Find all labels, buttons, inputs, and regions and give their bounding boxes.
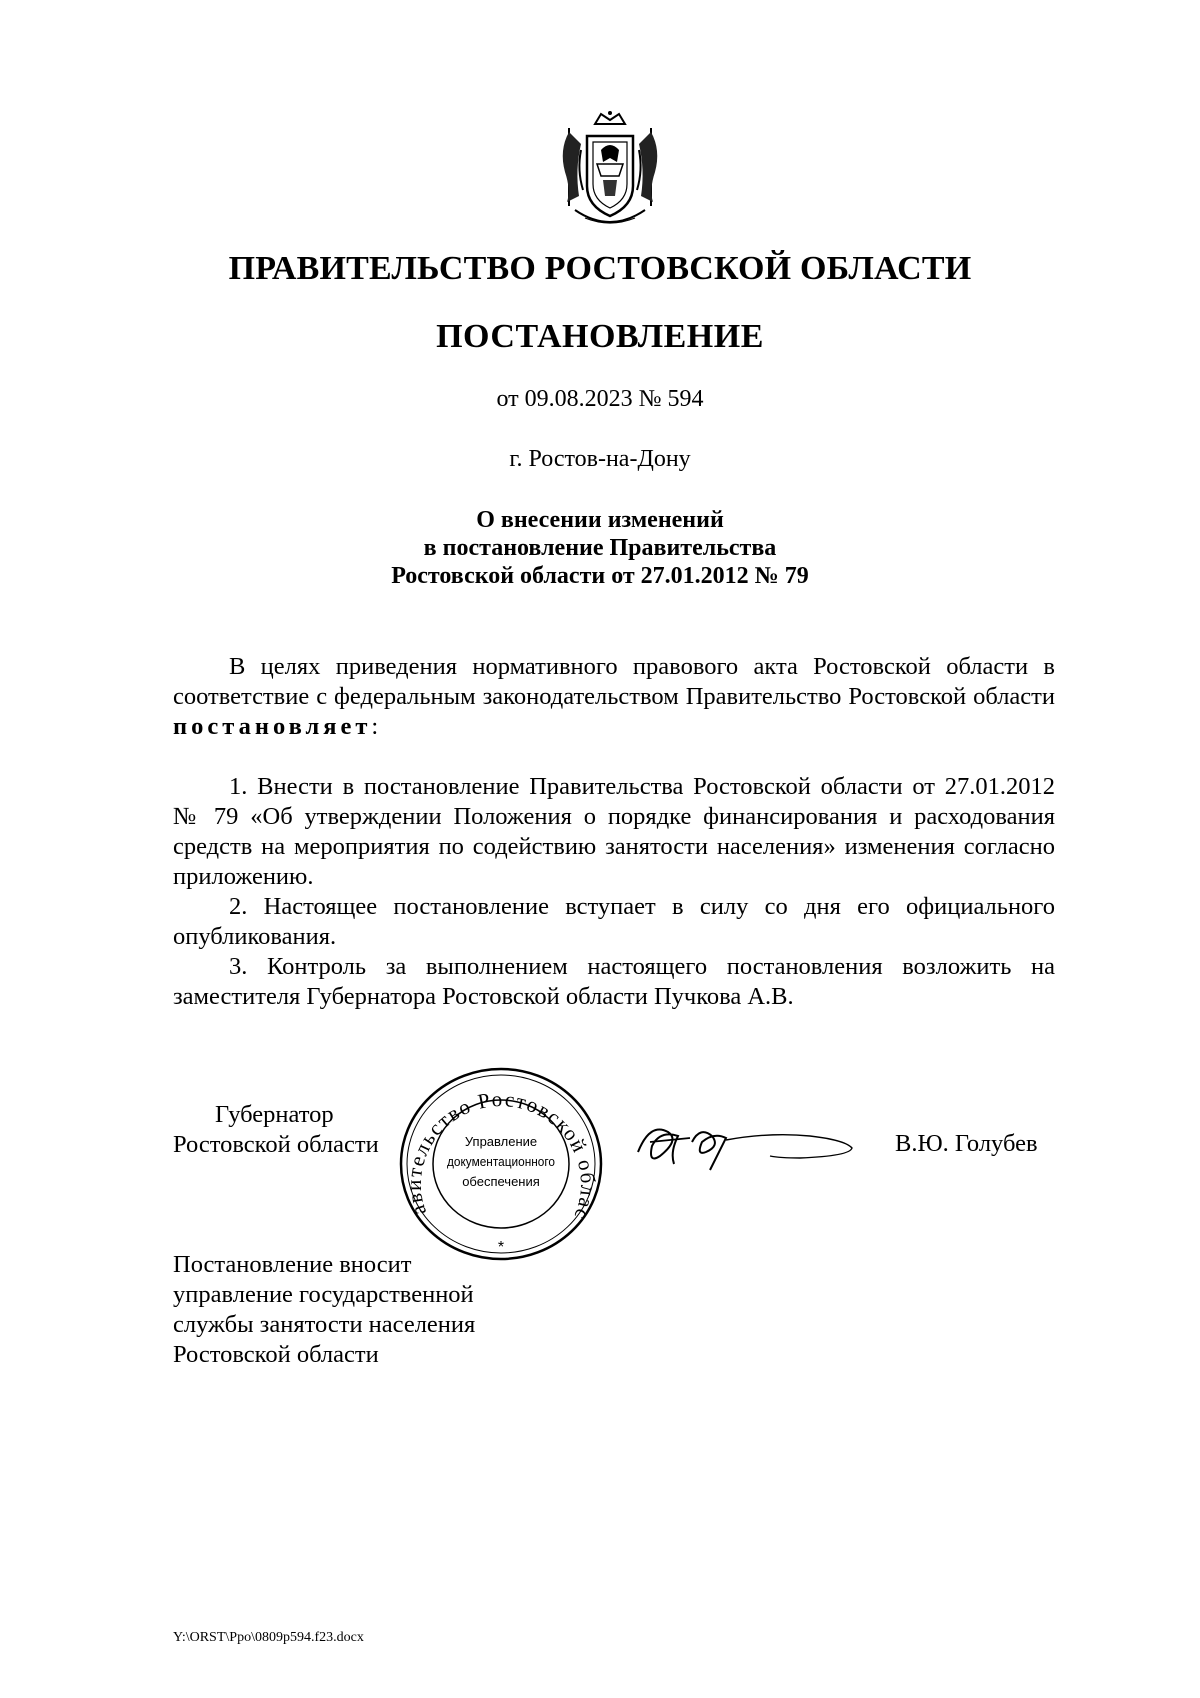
item-paragraph: 2. Настоящее постановление вступает в силу со дня его официального опубликования. (173, 893, 1055, 950)
signatory-name: В.Ю. Голубев (895, 1130, 1038, 1157)
seal-inner-text: обеспечения (462, 1174, 540, 1189)
date-number: от 09.08.2023 № 594 (496, 386, 704, 412)
preamble-colon: : (371, 713, 379, 740)
preamble-keyword: постановляет (173, 713, 372, 740)
seal-star-icon: * (497, 1239, 505, 1256)
handwritten-signature (630, 1112, 860, 1182)
subject-line: в постановление Правительства (423, 535, 777, 561)
coat-of-arms-icon (555, 110, 665, 230)
submitter-note: Постановление вносит управление государственной службы занятости населения Ростовской области (173, 1251, 476, 1368)
subject-line: О внесении изменений (476, 507, 724, 533)
document-type: ПОСТАНОВЛЕНИЕ (436, 318, 764, 355)
city: г. Ростов-на-Дону (509, 446, 691, 472)
seal-inner-text: документационного (447, 1154, 555, 1169)
seal-outer-text: авительство Ростовской облас (401, 1086, 601, 1225)
subject-line: Ростовской области от 27.01.2012 № 79 (391, 563, 809, 589)
document-subject (0, 506, 1200, 590)
seal-inner-text: Управление (464, 1134, 538, 1149)
preamble-text: В целях приведения нормативного правового акта Ростовской области в соответствие с федеральным законодательством Правительство Ростовской области (173, 653, 1055, 710)
file-path: Y:\ORST\Ppo\0809p594.f23.docx (173, 1630, 364, 1645)
preamble-paragraph (173, 652, 1055, 742)
organization-title: ПРАВИТЕЛЬСТВО РОСТОВСКОЙ ОБЛАСТИ (228, 250, 972, 287)
item-paragraph: 3. Контроль за выполнением настоящего постановления возложить на заместителя Губернатора Ростовской области Пучкова А.В. (173, 953, 1055, 1010)
signatory-position: Губернатор Ростовской области (173, 1101, 379, 1158)
official-seal (398, 1066, 604, 1262)
item-paragraph: 1. Внести в постановление Правительства Ростовской области от 27.01.2012 № 79 «Об утверждении Положения о порядке финансирования и расходования средств на мероприятия по содействию занятости населения» изменения согласно приложению. (173, 773, 1055, 890)
